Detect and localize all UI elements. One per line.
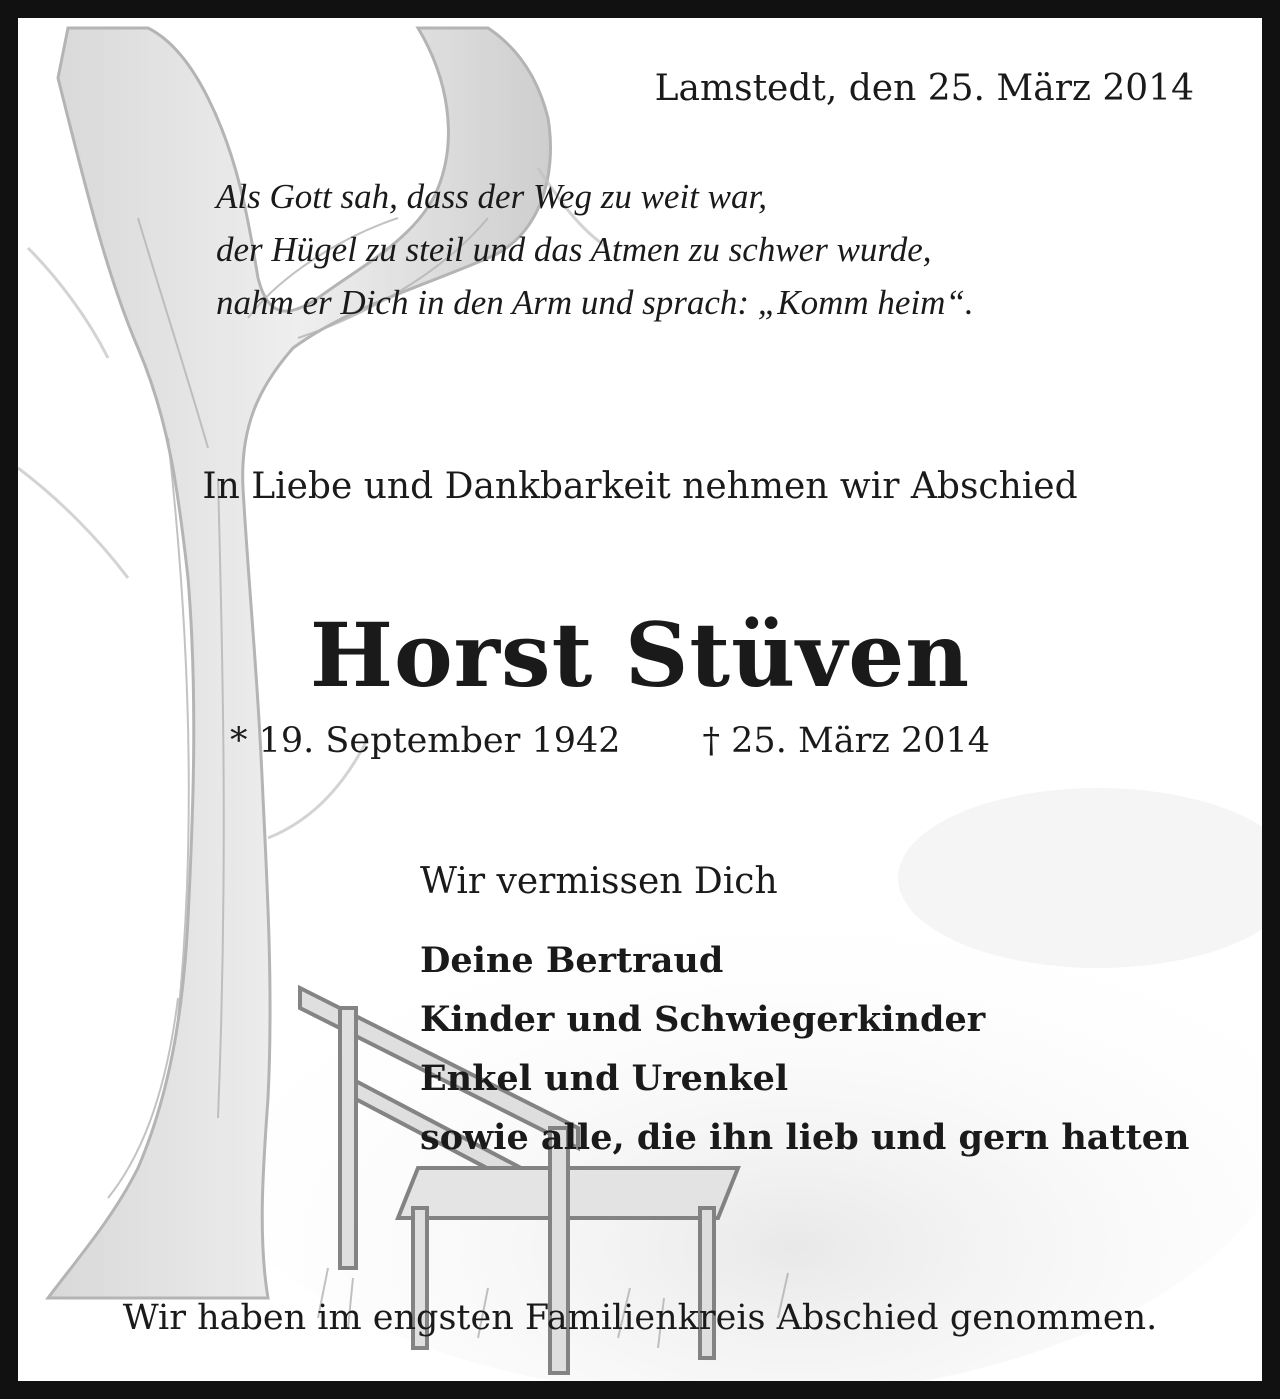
miss-text: Wir vermissen Dich	[420, 861, 778, 902]
verse	[216, 170, 974, 329]
verse-line: Als Gott sah, dass der Weg zu weit war,	[216, 177, 767, 216]
verse-line: der Hügel zu steil und das Atmen zu schwer wurde,	[216, 230, 932, 269]
farewell-intro: In Liebe und Dankbarkeit nehmen wir Abschied	[202, 466, 1078, 507]
closing-note: Wir haben im engsten Familienkreis Abschied genommen.	[122, 1298, 1158, 1338]
mourner: Enkel und Urenkel	[420, 1058, 789, 1099]
deceased-name: Horst Stüven	[309, 603, 971, 707]
mourner: Deine Bertraud	[420, 940, 724, 981]
life-dates	[230, 721, 990, 761]
mourners-list	[420, 931, 1190, 1167]
mourner: sowie alle, die ihn lieb und gern hatten	[420, 1117, 1190, 1158]
birth-date: * 19. September 1942	[230, 721, 621, 761]
verse-line: nahm er Dich in den Arm und sprach: „Komm heim“.	[216, 283, 974, 322]
death-date: † 25. März 2014	[702, 721, 991, 761]
mourner: Kinder und Schwiegerkinder	[420, 999, 986, 1040]
place-and-date: Lamstedt, den 25. März 2014	[654, 68, 1194, 109]
